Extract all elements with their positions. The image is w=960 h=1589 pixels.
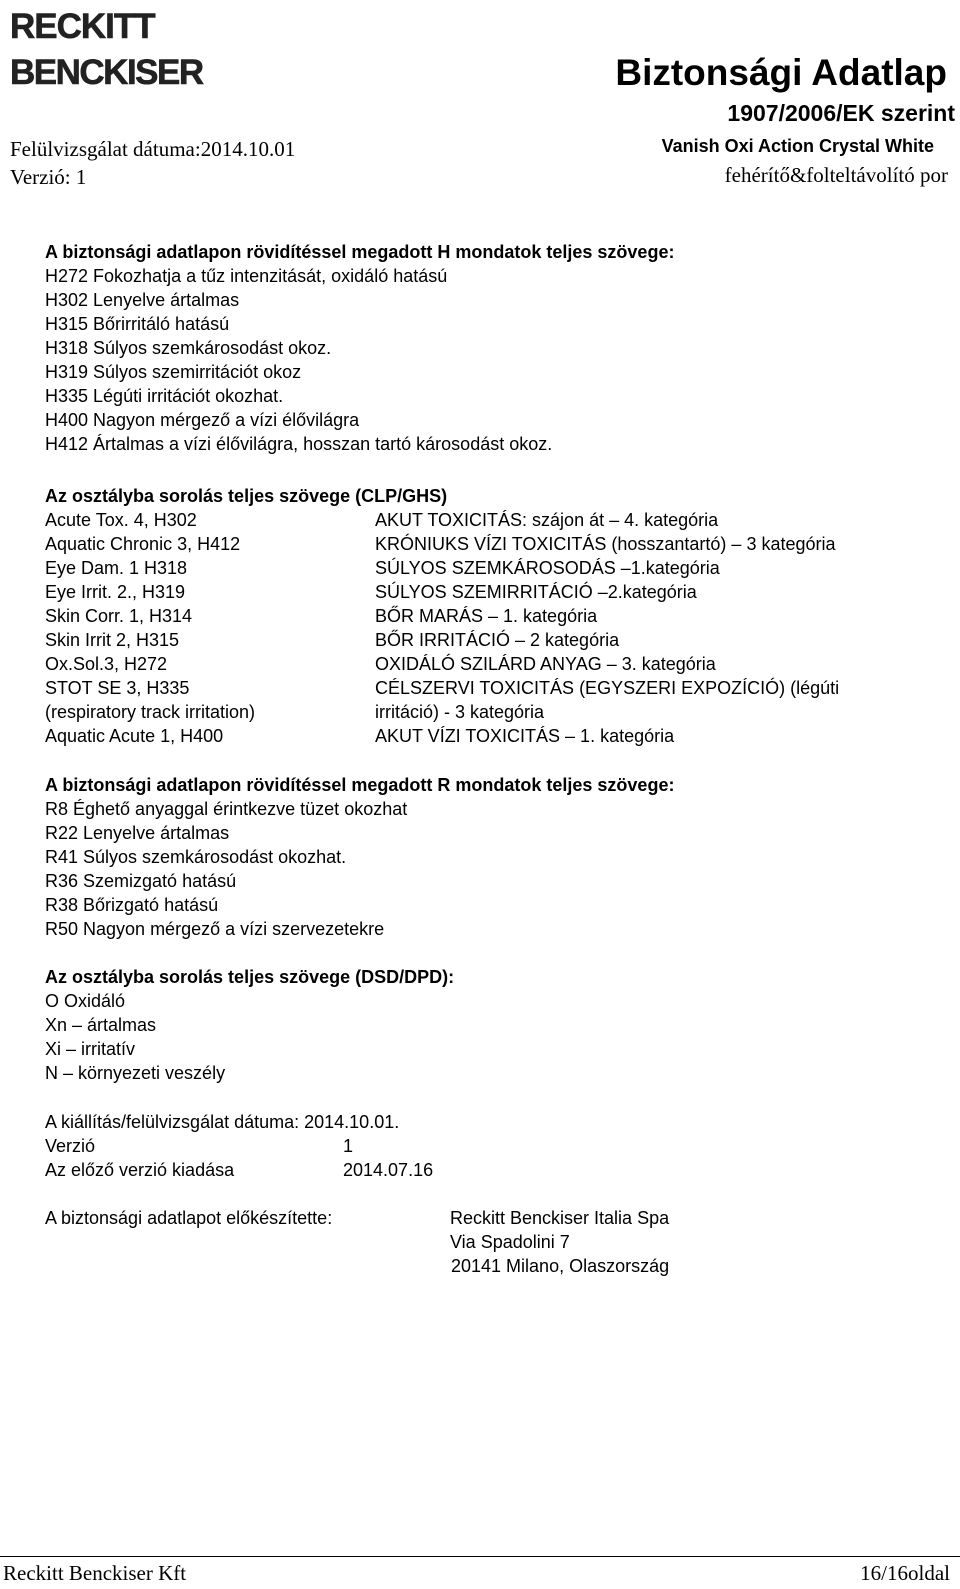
r-line: R41 Súlyos szemkárosodást okozhat. xyxy=(45,847,347,867)
r-line: R8 Éghető anyaggal érintkezve tüzet okozhat xyxy=(45,799,408,819)
h-line: H272 Fokozhatja a tűz intenzitását, oxidáló hatású xyxy=(45,266,448,286)
product-name: Vanish Oxi Action Crystal White xyxy=(661,136,934,156)
footer-page-number: 16/16oldal xyxy=(860,1561,950,1585)
product-description: fehérítő&folteltávolító por xyxy=(724,163,948,187)
clp-heading: Az osztályba sorolás teljes szövege (CLP/GHS) xyxy=(45,486,448,506)
logo-line1: RECKITT xyxy=(10,7,155,46)
dsd-line: N – környezeti veszély xyxy=(45,1063,226,1083)
clp-code: Eye Dam. 1 H318 xyxy=(45,558,188,578)
clp-code: Skin Corr. 1, H314 xyxy=(45,606,193,626)
reckitt-benckiser-logo xyxy=(8,6,240,92)
r-line: R22 Lenyelve ártalmas xyxy=(45,823,230,843)
clp-code: (respiratory track irritation) xyxy=(45,702,256,722)
clp-description: SÚLYOS SZEMKÁROSODÁS –1.kategória xyxy=(375,558,720,578)
h-line: H319 Súlyos szemirritációt okoz xyxy=(45,362,302,382)
h-line: H400 Nagyon mérgező a vízi élővilágra xyxy=(45,410,360,430)
h-line: H302 Lenyelve ártalmas xyxy=(45,290,240,310)
clp-description: BŐR MARÁS – 1. kategória xyxy=(375,606,598,626)
h-line: H315 Bőrirritáló hatású xyxy=(45,314,230,334)
clp-code: Ox.Sol.3, H272 xyxy=(45,654,168,674)
h-line: H335 Légúti irritációt okozhat. xyxy=(45,386,284,406)
r-line: R36 Szemizgató hatású xyxy=(45,871,237,891)
review-date: Felülvizsgálat dátuma:2014.10.01 xyxy=(10,137,296,161)
h-line: H318 Súlyos szemkárosodást okoz. xyxy=(45,338,332,358)
h-line: H412 Ártalmas a vízi élővilágra, hosszan tartó károsodást okoz. xyxy=(45,434,553,454)
clp-code: STOT SE 3, H335 xyxy=(45,678,190,698)
previous-version-label: Az előző verzió kiadása xyxy=(45,1160,235,1180)
clp-code: Acute Tox. 4, H302 xyxy=(45,510,197,530)
clp-description: AKUT VÍZI TOXICITÁS – 1. kategória xyxy=(375,726,675,746)
page-title: Biztonsági Adatlap xyxy=(615,52,947,93)
version-row-label: Verzió xyxy=(45,1136,96,1156)
clp-description: KRÓNIUKS VÍZI TOXICITÁS (hosszantartó) – 3 kategória xyxy=(375,534,836,554)
dsd-line: O Oxidáló xyxy=(45,991,126,1011)
clp-description: SÚLYOS SZEMIRRITÁCIÓ –2.kategória xyxy=(375,582,697,602)
logo-line2: BENCKISER xyxy=(10,53,203,92)
clp-code: Skin Irrit 2, H315 xyxy=(45,630,180,650)
clp-description: BŐR IRRITÁCIÓ – 2 kategória xyxy=(375,630,620,650)
preparer-street: Via Spadolini 7 xyxy=(450,1232,570,1252)
preparer-label: A biztonsági adatlapot előkészítette: xyxy=(45,1208,333,1228)
clp-description: AKUT TOXICITÁS: szájon át – 4. kategória xyxy=(375,510,719,530)
clp-description: irritáció) - 3 kategória xyxy=(375,702,545,722)
clp-code: Aquatic Acute 1, H400 xyxy=(45,726,224,746)
previous-version-value: 2014.07.16 xyxy=(343,1160,434,1180)
r-line: R38 Bőrizgató hatású xyxy=(45,895,219,915)
r-line: R50 Nagyon mérgező a vízi szervezetekre xyxy=(45,919,385,939)
version-row-value: 1 xyxy=(343,1136,354,1156)
preparer-company: Reckitt Benckiser Italia Spa xyxy=(450,1208,670,1228)
footer-divider xyxy=(0,1556,960,1557)
footer-company: Reckitt Benckiser Kft xyxy=(3,1561,187,1585)
dsd-line: Xi – irritatív xyxy=(45,1039,136,1059)
regulation-ref: 1907/2006/EK szerint xyxy=(727,100,955,126)
dsd-heading: Az osztályba sorolás teljes szövege (DSD/DPD): xyxy=(45,967,455,987)
dsd-line: Xn – ártalmas xyxy=(45,1015,157,1035)
version-label: Verzió: 1 xyxy=(10,165,87,189)
issue-date: A kiállítás/felülvizsgálat dátuma: 2014.10.01. xyxy=(45,1112,400,1132)
h-section-heading: A biztonsági adatlapon rövidítéssel megadott H mondatok teljes szövege: xyxy=(45,242,675,262)
clp-code: Aquatic Chronic 3, H412 xyxy=(45,534,241,554)
preparer-city: 20141 Milano, Olaszország xyxy=(451,1256,670,1276)
clp-description: CÉLSZERVI TOXICITÁS (EGYSZERI EXPOZÍCIÓ) (légúti xyxy=(375,678,840,698)
r-section-heading: A biztonsági adatlapon rövidítéssel megadott R mondatok teljes szövege: xyxy=(45,775,675,795)
clp-description: OXIDÁLÓ SZILÁRD ANYAG – 3. kategória xyxy=(375,654,716,674)
clp-code: Eye Irrit. 2., H319 xyxy=(45,582,186,602)
